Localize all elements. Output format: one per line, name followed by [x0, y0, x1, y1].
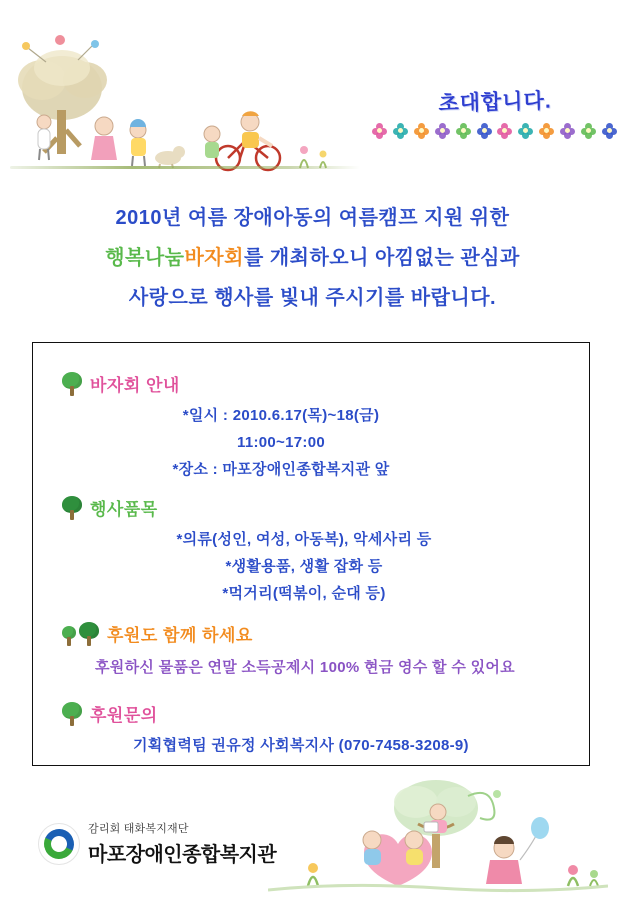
flower-icon: [581, 123, 596, 138]
intro-highlight-sharing: 행복나눔: [105, 247, 185, 269]
flower-icon: [477, 123, 492, 138]
section-items: [61, 495, 561, 607]
tree-small-icon: [61, 626, 77, 646]
header-illustration-svg: [0, 18, 380, 173]
intro-line-1: 2010년 여름 장애아동의 여름캠프 지원 위한: [115, 207, 510, 229]
intro-line-2: [40, 238, 585, 278]
logo-text: [88, 820, 276, 867]
section-body: [133, 732, 571, 759]
flower-divider: [372, 118, 617, 142]
section-line: *생활용품, 생활 잡화 등: [225, 558, 383, 575]
intro-highlight-bazaar: 바자회: [184, 247, 244, 269]
tree-large-icon: [78, 622, 100, 646]
section-heading-row: [61, 701, 571, 726]
ground-line: [10, 166, 360, 169]
intro-line-2-rest: 를 개최하오니 아낌없는 관심과: [243, 247, 520, 269]
section-body: [71, 402, 491, 483]
tree-graphic: [18, 35, 107, 154]
tree-icon: [61, 622, 100, 646]
section-heading: 바자회 안내: [90, 376, 180, 395]
invite-title: 초대합니다.: [438, 89, 552, 116]
organization-logo: [38, 820, 276, 867]
section-heading: 후원도 함께 하세요: [107, 626, 253, 645]
header-illustration: [0, 18, 380, 173]
intro-paragraph: [40, 198, 585, 318]
section-body: [95, 654, 571, 681]
logo-mark-icon: [38, 823, 80, 865]
footer-illustration: [268, 778, 608, 896]
section-bazaar-info: [61, 371, 561, 483]
flower-icon: [372, 123, 387, 138]
flower-icon: [414, 123, 429, 138]
flower-icon: [456, 123, 471, 138]
people-graphic: [37, 111, 327, 170]
section-line: 기획협력팀 권유정 사회복지사 (070-7458-3208-9): [133, 737, 469, 754]
section-heading: 후원문의: [90, 706, 158, 725]
section-contact: [61, 701, 571, 759]
section-line: *일시 : 2010.6.17(목)~18(금): [182, 407, 380, 424]
section-heading-row: [61, 371, 561, 396]
tree-icon: [61, 702, 83, 726]
footer-illustration-svg: [268, 778, 608, 896]
section-body: [89, 526, 519, 607]
intro-line-3: 사랑으로 행사를 빛내 주시기를 바랍니다.: [128, 287, 497, 309]
flower-icon: [497, 123, 512, 138]
tree-icon: [61, 372, 83, 396]
flower-icon: [518, 123, 533, 138]
organization-subtitle: 감리회 태화복지재단: [88, 823, 189, 835]
section-line: 후원하신 물품은 연말 소득공제시 100% 현금 영수 할 수 있어요: [95, 659, 515, 676]
flower-icon: [602, 123, 617, 138]
section-line: *장소 : 마포장애인종합복지관 앞: [172, 461, 390, 478]
section-line: 11:00~17:00: [237, 434, 325, 451]
section-line: *먹거리(떡볶이, 순대 등): [222, 585, 386, 602]
info-box: [32, 342, 590, 766]
flower-icon: [539, 123, 554, 138]
section-heading-row: [61, 495, 561, 520]
flower-icon: [560, 123, 575, 138]
flower-icon: [393, 123, 408, 138]
organization-name: 마포장애인종합복지관: [88, 844, 277, 866]
section-heading: 행사품목: [90, 500, 158, 519]
flower-icon: [435, 123, 450, 138]
section-sponsor: [61, 621, 571, 681]
section-line: *의류(성인, 여성, 아동복), 악세사리 등: [176, 531, 432, 548]
section-heading-row: [61, 621, 571, 646]
tree-icon: [61, 496, 83, 520]
